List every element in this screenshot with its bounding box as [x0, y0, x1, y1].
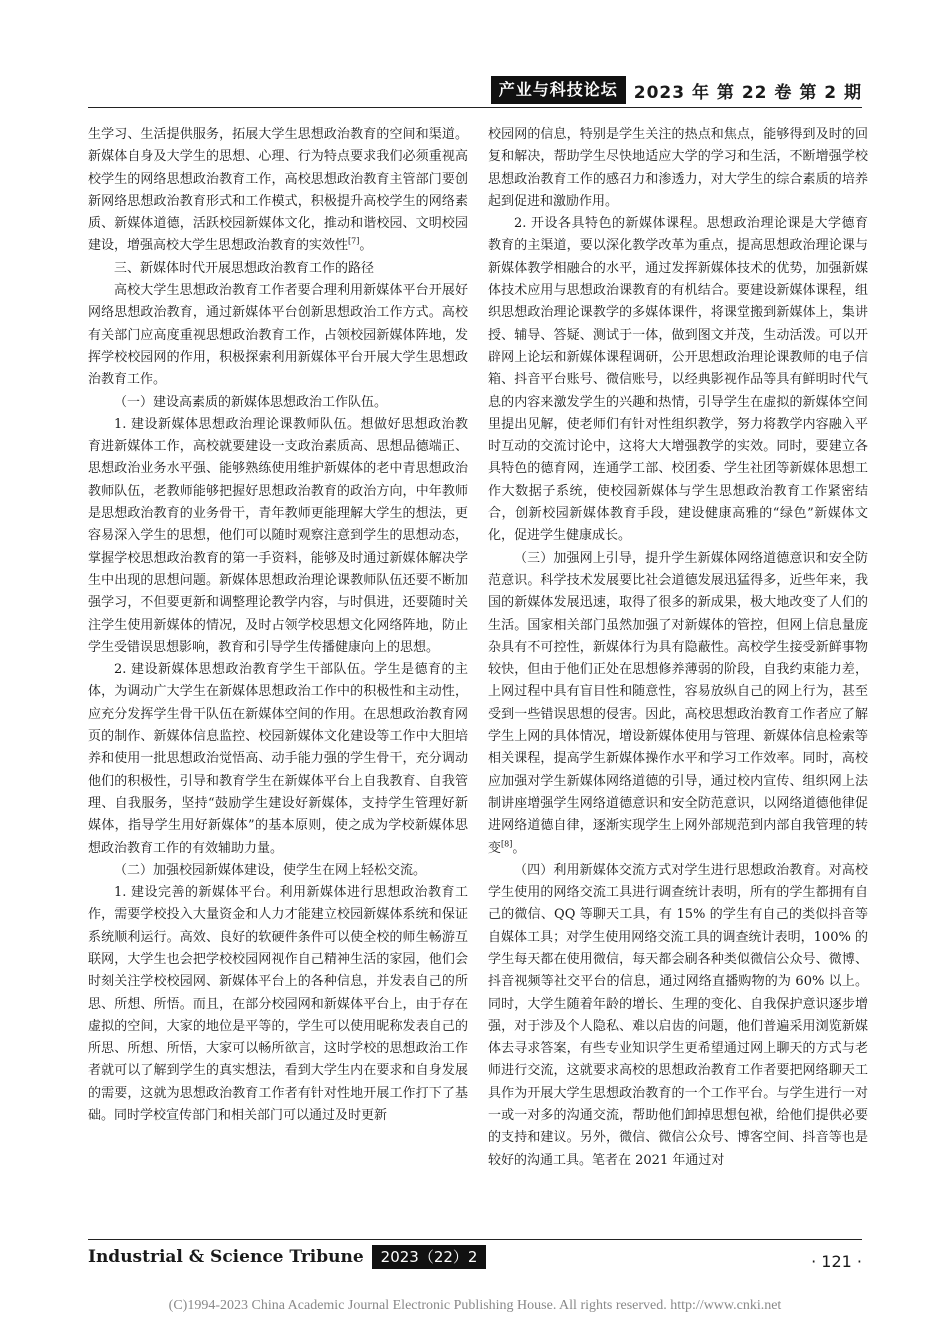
paragraph: 2. 建设新媒体思想政治教育学生干部队伍。学生是德育的主体，为调动广大学生在新媒体思想政治工作中的积极性和主动性，应充分发挥学生骨干队伍在新媒体空间的作用。在思想政治教育网页的制作、新媒体信息监控、校园新媒体文化建设等工作中大胆培养和使用一批思想政治觉悟高、动手能力强的学生骨干，充分调动他们的积极性，引导和教育学生在新媒体平台上自我教育、自我管理、自我服务，坚持“鼓励学生建设好新媒体，支持学生管理好新媒体，指导学生用好新媒体”的基本原则，使之成为学校新媒体思想政治教育工作的有效辅助力量。: [88, 662, 468, 856]
running-header: [491, 76, 862, 104]
right-column: [488, 124, 868, 1244]
reference-mark: [8]: [501, 839, 513, 849]
subsection-heading: （一）建设高素质的新媒体思想政治工作队伍。: [114, 394, 388, 410]
footer-divider: [88, 1239, 862, 1240]
reference-mark: [7]: [348, 237, 360, 247]
journal-english-name: Industrial & Science Tribune: [88, 1247, 364, 1267]
paragraph: 生学习、生活提供服务，拓展大学生思想政治教育的空间和渠道。新媒体自身及大学生的思想、心理、行为特点要求我们必须重视高校学生的网络思想政治教育工作，高校思想政治教育主管部门要创新网络思想政治教育形式和工作模式，积极提升高校学生的网络素质、新媒体道德，活跃校园新媒体文化，推动和谐校园、文明校园建设，增强高校大学生思想政治教育的实效性[7]。: [88, 127, 468, 254]
journal-name: 产业与科技论坛: [491, 76, 626, 104]
section-heading: 三、新媒体时代开展思想政治教育工作的路径: [114, 260, 375, 276]
running-footer: [88, 1244, 486, 1270]
issue-info: 2023 年 第 22 卷 第 2 期: [633, 82, 862, 103]
header-divider: [88, 107, 862, 108]
paragraph: 校园网的信息，特别是学生关注的热点和焦点，能够得到及时的回复和解决，帮助学生尽快地适应大学的学习和生活，不断增强学校思想政治教育工作的感召力和渗透力，对大学生的综合素质的培养起到促进和激励作用。: [488, 127, 868, 209]
paragraph: 1. 建设完善的新媒体平台。利用新媒体进行思想政治教育工作，需要学校投入大量资金和人力才能建立校园新媒体系统和保证系统顺利运行。高效、良好的软硬件条件可以使全校的师生畅游互联网，大学生也会把学校校园网视作自己精神生活的家园，他们会时刻关注学校校园网、新媒体平台上的各种信息，并发表自己的所思、所想、所悟。而且，在部分校园网和新媒体平台上，由于存在虚拟的空间，大家的地位是平等的，学生可以使用昵称发表自己的所思、所想、所悟，大家可以畅所欲言，这时学校的思想政治工作者就可以了解到学生的真实想法，看到大学生内在要求和自身发展的需要，这就为思想政治教育工作者有针对性地开展工作打下了基础。同时学校宣传部门和相关部门可以通过及时更新: [88, 885, 468, 1124]
subsection-heading: （二）加强校园新媒体建设，使学生在网上轻松交流。: [114, 862, 427, 878]
copyright-notice: (C)1994-2023 China Academic Journal Electronic Publishing House. All rights reserved. http://www.cnki.net: [168, 1298, 782, 1313]
paragraph: 高校大学生思想政治教育工作者要合理利用新媒体平台开展好网络思想政治教育，通过新媒体平台创新思想政治工作方式。高校有关部门应高度重视思想政治教育工作，占领校园新媒体阵地，发挥学校校园网的作用，积极探索利用新媒体平台开展大学生思想政治教育工作。: [88, 283, 468, 388]
left-column: [88, 124, 468, 1244]
paragraph: （四）利用新媒体交流方式对学生进行思想政治教育。对高校学生使用的网络交流工具进行调查统计表明，所有的学生都拥有自己的微信、QQ 等聊天工具，有 15% 的学生有自己的类似抖音等自媒体工具；对学生使用网络交流工具的调查统计表明，100% 的学生每天都在使用微信，每天都会刷各种类似微信公众号、微博、抖音视频等社交平台的信息，通过网络直播购物的为 60% 以上。同时，大学生随着年龄的增长、生理的变化、自我保护意识逐步增强，对于涉及个人隐私、难以启齿的问题，他们普遍采用浏览新媒体去寻求答案，有些专业知识学生更希望通过网上聊天的方式与老师进行交流，这就要求高校的思想政治教育工作者要把网络聊天工具作为开展大学生思想政治教育的一个工作平台。与学生进行一对一或一对多的沟通交流，帮助他们卸掉思想包袱，给他们提供必要的支持和建议。另外，微信、微信公众号、博客空间、抖音等也是较好的沟通工具。笔者在 2021 年通过对: [488, 862, 868, 1168]
footer-issue-badge: 2023（22）2: [372, 1245, 487, 1269]
page-number: · 121 ·: [811, 1252, 862, 1271]
paragraph: （三）加强网上引导，提升学生新媒体网络道德意识和安全防范意识。科学技术发展要比社会道德发展迅猛得多，近些年来，我国的新媒体发展迅速，取得了很多的新成果，极大地改变了人们的生活。国家相关部门虽然加强了对新媒体的管控，但网上信息量庞杂具有不可控性，新媒体行为具有隐蔽性。高校学生接受新鲜事物较快，但由于他们正处在思想修养薄弱的阶段，自我约束能力差，上网过程中具有盲目性和随意性，容易放纵自己的网上行为，甚至受到一些错误思想的侵害。因此，高校思想政治教育工作者应了解学生上网的具体情况，增设新媒体使用与管理、新媒体信息检索等相关课程，提高学生新媒体操作水平和学习工作效率。同时，高校应加强对学生新媒体网络道德的引导，通过校内宣传、组织网上法制讲座增强学生网络道德意识和安全防范意识，以网络道德他律促进网络道德自律，逐渐实现学生上网外部规范到内部自我管理的转变[8]。: [488, 550, 868, 856]
paragraph: 1. 建设新媒体思想政治理论课教师队伍。想做好思想政治教育进新媒体工作，高校就要建设一支政治素质高、思想品德端正、思想政治业务水平强、能够熟练使用维护新媒体的老中青思想政治教师队伍，老教师能够把握好思想政治教育的政治方向，中年教师是思想政治教育的业务骨干，青年教师更能理解大学生的想法，更容易深入学生的思想，他们可以随时观察注意到学生的思想动态，掌握学校思想政治教育的第一手资料，能够及时通过新媒体解决学生中出现的思想问题。新媒体思想政治理论课教师队伍还要不断加强学习，不但要更新和调整理论教学内容，与时俱进，还要随时关注学生使用新媒体的情况，及时占领学校思想文化网络阵地，防止学生受错误思想影响，教育和引导学生传播健康向上的思想。: [88, 416, 468, 655]
paragraph: 2. 开设各具特色的新媒体课程。思想政治理论课是大学德育教育的主渠道，要以深化教学改革为重点，提高思想政治理论课与新媒体教学相融合的水平，通过发挥新媒体技术的优势，加强新媒体技术应用与思想政治课教育的有机结合。要建设新媒体课程，组织思想政治理论课教学的多媒体课件，将课堂搬到新媒体上，集讲授、辅导、答疑、测试于一体，做到图文并茂，生动活泼。可以开辟网上论坛和新媒体课程调研，公开思想政治理论课教师的电子信箱、抖音平台账号、微信账号，以经典影视作品等具有鲜明时代气息的内容来激发学生的兴趣和热情，引导学生在虚拟的新媒体空间里提出见解，使老师们有针对性组织教学，努力将教学内容融入平时互动的交流讨论中，这将大大增强教学的实效。同时，要建立各具特色的德育网，连通学工部、校团委、学生社团等新媒体思想工作大数据子系统，使校园新媒体与学生思想政治教育工作紧密结合，创新校园新媒体教育手段，建设健康高雅的“绿色”新媒体文化，促进学生健康成长。: [488, 216, 868, 544]
